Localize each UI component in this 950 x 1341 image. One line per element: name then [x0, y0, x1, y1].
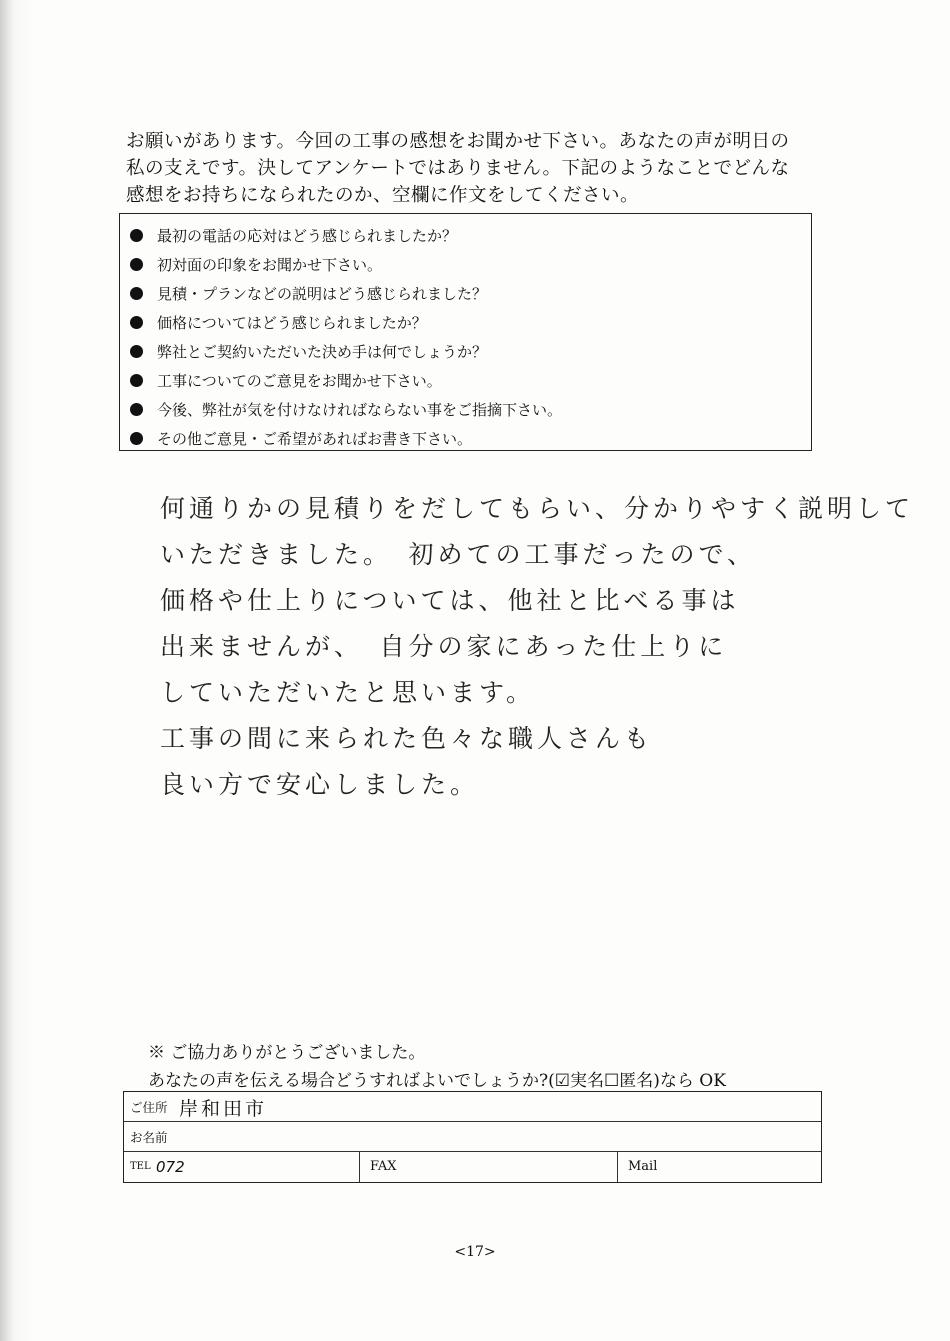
question-text: 見積・プランなどの説明はどう感じられました？ [157, 285, 488, 303]
handwritten-response [160, 486, 915, 808]
bullet-icon [130, 403, 143, 416]
response-line-4: 出来ませんが、 自分の家にあった仕上りに [160, 632, 728, 661]
question-item [120, 279, 811, 308]
intro-line-1: お願いがあります。今回の工事の感想をお聞かせ下さい。あなたの声が明日の [126, 131, 790, 152]
bullet-icon [130, 432, 143, 445]
response-line-2: いただきました。 初めての工事だったので、 [160, 540, 757, 569]
address-field[interactable]: 岸和田市 [179, 1098, 268, 1120]
scan-shadow [0, 0, 34, 1341]
question-text: 工事についてのご意見をお聞かせ下さい。 [157, 372, 442, 390]
question-box [119, 213, 812, 451]
question-item [120, 395, 811, 424]
tel-label: TEL [130, 1161, 151, 1172]
real-name-option: 実名 [570, 1071, 604, 1091]
anonymous-option: 匿名)なら OK [619, 1071, 726, 1091]
question-text: 価格についてはどう感じられましたか？ [157, 314, 427, 332]
thanks-note: ※ ご協力ありがとうございました。 [148, 1043, 426, 1063]
address-row [124, 1092, 821, 1122]
name-row [124, 1122, 821, 1152]
intro-line-2: 私の支えです。決してアンケートではありません。下記のようなことでどんな [126, 158, 790, 179]
question-item [120, 250, 811, 279]
question-text: 初対面の印象をお聞かせ下さい。 [157, 256, 383, 274]
unchecked-box-icon[interactable]: ☐ [604, 1071, 620, 1091]
question-item [120, 366, 811, 395]
question-text: 今後、弊社が気を付けなければならない事をご指摘下さい。 [157, 401, 563, 419]
intro-text [126, 128, 826, 209]
fax-cell[interactable] [359, 1152, 617, 1182]
mail-label: Mail [628, 1159, 658, 1174]
name-label: お名前 [130, 1130, 168, 1145]
mail-cell[interactable] [617, 1152, 821, 1182]
consent-question: あなたの声を伝える場合どうすればよいでしょうか?( [148, 1071, 555, 1091]
fax-label: FAX [370, 1159, 397, 1174]
question-item [120, 308, 811, 337]
bullet-icon [130, 229, 143, 242]
response-line-5: していただいたと思います。 [160, 678, 536, 707]
response-line-6: 工事の間に来られた色々な職人さんも [160, 724, 654, 753]
page-number: <17> [454, 1244, 496, 1260]
checked-box-icon[interactable]: ☑ [554, 1071, 570, 1091]
response-line-3: 価格や仕上りについては、他社と比べる事は [160, 586, 740, 615]
address-label: ご住所 [130, 1100, 168, 1115]
tel-field[interactable]: 072 [156, 1158, 185, 1176]
contact-row [124, 1152, 821, 1182]
question-item [120, 424, 811, 453]
intro-line-3: 感想をお持ちになられたのか、空欄に作文をしてください。 [126, 185, 640, 206]
bullet-icon [130, 374, 143, 387]
contact-form [123, 1091, 822, 1183]
question-item [120, 221, 811, 250]
response-line-1: 何通りかの見積りをだしてもらい、分かりやすく説明して [160, 494, 915, 523]
question-text: その他ご意見・ご希望があればお書き下さい。 [157, 430, 473, 448]
question-text: 最初の電話の応対はどう感じられましたか？ [157, 227, 458, 245]
bullet-icon [130, 287, 143, 300]
bullet-icon [130, 258, 143, 271]
question-item [120, 337, 811, 366]
bullet-icon [130, 316, 143, 329]
response-line-7: 良い方で安心しました。 [160, 770, 480, 799]
bullet-icon [130, 345, 143, 358]
question-text: 弊社とご契約いただいた決め手は何でしょうか？ [157, 343, 488, 361]
consent-line [148, 1066, 726, 1091]
